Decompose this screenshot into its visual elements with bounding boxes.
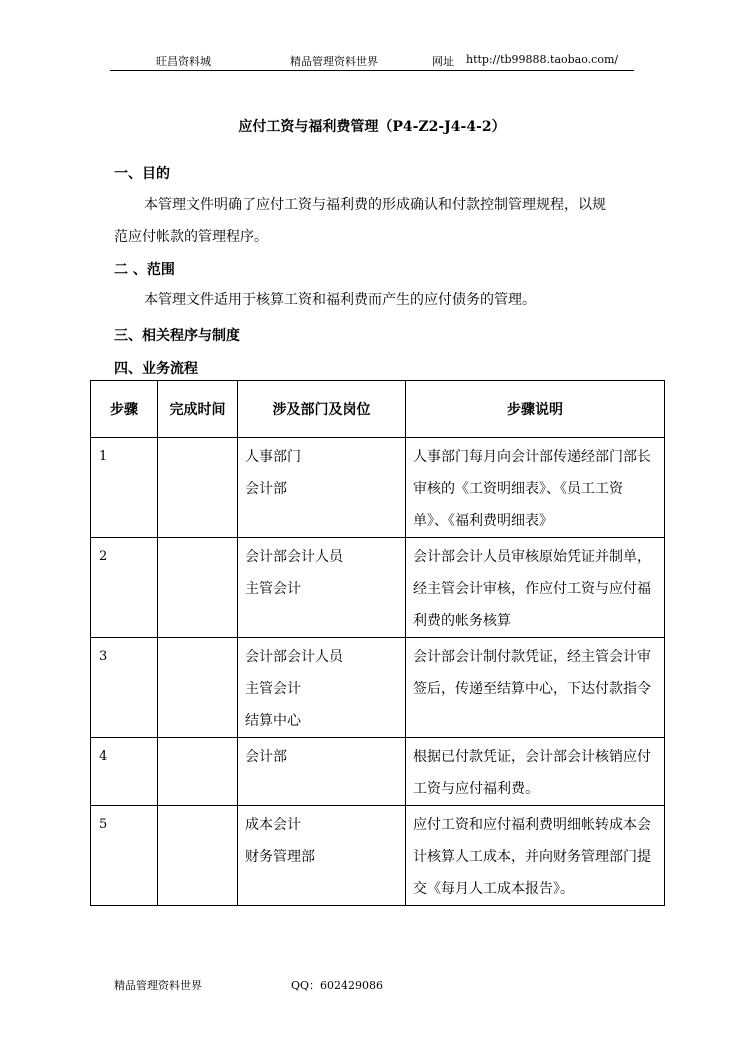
table-header-row xyxy=(91,381,665,438)
col-header-desc: 步骤说明 xyxy=(406,381,665,438)
scope-line: 本管理文件适用于核算工资和福利费而产生的应付债务的管理。 xyxy=(144,292,536,308)
step-number: 2 xyxy=(91,538,158,638)
dept-line: 会计部会计人员 xyxy=(245,649,343,665)
step-description: 会计部会计人员审核原始凭证并制单，经主管会计审核，作应付工资与应付福利费的帐务核算 xyxy=(406,538,665,638)
step-description: 根据已付款凭证，会计部会计核销应付工资与应付福利费。 xyxy=(406,738,665,806)
document-title: 应付工资与福利费管理（P4-Z2-J4-4-2） xyxy=(238,119,506,135)
footer-brand: 精品管理资料世界 xyxy=(114,979,202,992)
section-scope-heading: 二 、范围 xyxy=(114,262,175,278)
section-workflow-heading: 四、业务流程 xyxy=(114,361,198,377)
header-url: http://tb99888.taobao.com/ xyxy=(466,53,619,66)
col-header-dept: 涉及部门及岗位 xyxy=(238,381,406,438)
table-row xyxy=(91,738,665,806)
table-row xyxy=(91,806,665,906)
completion-time xyxy=(158,438,238,538)
completion-time xyxy=(158,538,238,638)
dept-line: 主管会计 xyxy=(245,581,301,597)
step-number: 1 xyxy=(91,438,158,538)
step-number: 4 xyxy=(91,738,158,806)
section-purpose-heading: 一、目的 xyxy=(114,166,170,182)
section-procedures-heading: 三、相关程序与制度 xyxy=(114,328,240,344)
table-row xyxy=(91,538,665,638)
header-brand: 旺昌资料城 xyxy=(156,55,211,68)
dept-line: 主管会计 xyxy=(245,681,301,697)
completion-time xyxy=(158,806,238,906)
table-row xyxy=(91,638,665,738)
step-number: 3 xyxy=(91,638,158,738)
dept-line: 结算中心 xyxy=(245,713,301,729)
dept-line: 会计部 xyxy=(245,749,287,765)
header-subtitle: 精品管理资料世界 xyxy=(290,55,378,68)
table-row xyxy=(91,438,665,538)
footer-qq: QQ：602429086 xyxy=(291,979,384,992)
section-scope-body xyxy=(114,284,634,316)
completion-time xyxy=(158,738,238,806)
header-url-label: 网址 xyxy=(432,55,454,68)
step-description: 应付工资和应付福利费明细帐转成本会计核算人工成本，并向财务管理部门提交《每月人工成本报告》。 xyxy=(406,806,665,906)
purpose-line-1: 本管理文件明确了应付工资与福利费的形成确认和付款控制管理规程，以规 xyxy=(144,197,606,213)
departments xyxy=(238,438,406,538)
departments xyxy=(238,638,406,738)
col-header-step: 步骤 xyxy=(91,381,158,438)
dept-line: 成本会计 xyxy=(245,817,301,833)
section-purpose-body xyxy=(114,189,634,253)
dept-line: 会计部会计人员 xyxy=(245,549,343,565)
departments xyxy=(238,738,406,806)
departments xyxy=(238,806,406,906)
departments xyxy=(238,538,406,638)
col-header-time: 完成时间 xyxy=(158,381,238,438)
page-header xyxy=(110,53,634,71)
step-description: 人事部门每月向会计部传递经部门部长审核的《工资明细表》、《员工工资单》、《福利费明细表》 xyxy=(406,438,665,538)
dept-line: 会计部 xyxy=(245,481,287,497)
workflow-table xyxy=(90,380,665,906)
step-number: 5 xyxy=(91,806,158,906)
step-description: 会计部会计制付款凭证，经主管会计审签后，传递至结算中心，下达付款指令 xyxy=(406,638,665,738)
dept-line: 财务管理部 xyxy=(245,849,315,865)
purpose-line-2: 范应付帐款的管理程序。 xyxy=(114,229,268,245)
completion-time xyxy=(158,638,238,738)
dept-line: 人事部门 xyxy=(245,449,301,465)
